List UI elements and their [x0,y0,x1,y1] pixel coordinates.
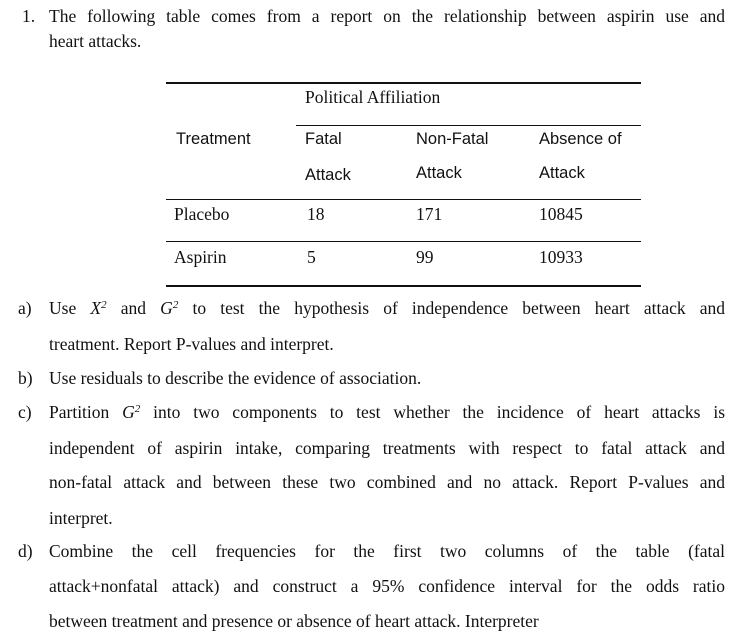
table-top-rule [166,82,641,84]
question-text-line1: The following table comes from a report on the relationship between aspirin use and [49,6,725,26]
part-c-line4: interpret. [49,508,113,528]
part-a-line2: treatment. Report P-values and interpret. [49,334,334,354]
col-header-absence-line2: Attack [539,164,585,182]
part-c-line1 [49,402,725,423]
cell-aspirin-nonfatal: 99 [416,247,434,267]
part-a-label: a) [18,298,32,318]
table-bottom-rule [166,285,641,287]
cell-placebo-nonfatal: 171 [416,204,443,224]
symbol-x-squared: $X^2$ [90,298,107,318]
row-label-placebo: Placebo [174,204,230,224]
part-c-line3: non-fatal attack and between these two combined and no attack. Report P-values and [49,472,725,492]
part-a-line1 [49,298,725,319]
part-b-line1: Use residuals to describe the evidence of association. [49,368,422,388]
part-c-text-pre: Partition [49,402,110,422]
col-header-fatal-line2: Attack [305,166,351,184]
part-a-text-and: and [120,298,147,318]
row-label-aspirin: Aspirin [174,247,227,267]
symbol-g-squared: $G^2$ [122,402,141,422]
part-c-line2: independent of aspirin intake, comparing treatments with respect to fatal attack and [49,438,725,458]
question-number: 1. [22,6,36,26]
col-header-fatal-line1: Fatal [305,130,342,148]
row-separator-rule [166,241,641,242]
cell-aspirin-fatal: 5 [307,247,316,267]
row-header: Treatment [176,130,251,148]
part-d-line3: between treatment and presence or absence of heart attack. Interpreter [49,611,539,631]
header-bottom-rule [166,199,641,200]
part-a-text-pre: Use [49,298,77,318]
symbol-g-squared: $G^2$ [160,298,179,318]
question-text-line2: heart attacks. [49,31,142,51]
part-d-line2: attack+nonfatal attack) and construct a 95% confidence interval for the odds ratio [49,576,725,596]
cell-aspirin-absence: 10933 [539,247,583,267]
part-d-label: d) [18,541,33,561]
part-a-text-post: to test the hypothesis of independence between heart attack and [192,298,726,318]
part-c-text-post: into two components to test whether the incidence of heart attacks is [153,402,726,422]
group-header: Political Affiliation [305,87,441,107]
cell-placebo-fatal: 18 [307,204,325,224]
cell-placebo-absence: 10845 [539,204,583,224]
col-header-nonfatal-line1: Non-Fatal [416,130,489,148]
col-header-absence-line1: Absence of [539,130,622,148]
part-b-label: b) [18,368,33,388]
part-c-label: c) [18,402,32,422]
col-header-nonfatal-line2: Attack [416,164,462,182]
group-header-rule [296,125,641,126]
part-d-line1: Combine the cell frequencies for the first two columns of the table (fatal [49,541,725,561]
